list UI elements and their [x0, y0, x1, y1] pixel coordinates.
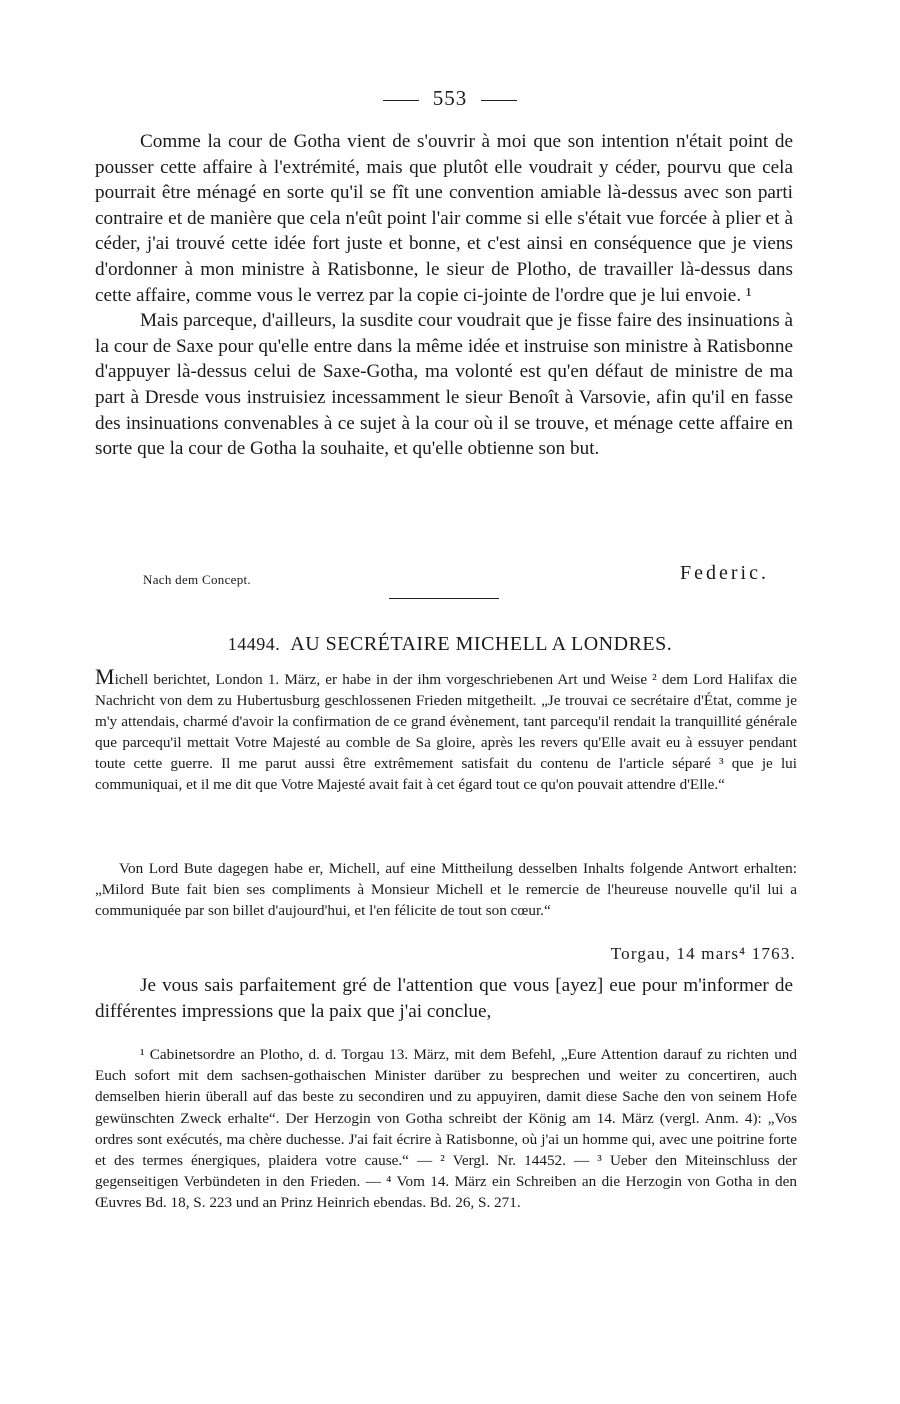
summary-block-2 [95, 858, 797, 921]
body-paragraph-2: Mais parceque, d'ailleurs, la susdite cour voudrait que je fisse faire des insinuations à la cour de Saxe pour qu'elle entre dans la même idée et instruise son ministre à Ratisbonne d'appuyer là-dessus celui de Saxe-Gotha, ma volonté est qu'en défaut de ministre de ma part à Dresde vous instruisiez incessamment le sieur Benoît à Varsovie, afin qu'il en fasse des insinuations convenables à ce sujet à la cour où il se trouve, et ménage cette affaire en sorte que la cour de Gotha la souhaite, et qu'elle obtienne son but. [95, 310, 793, 460]
page-number-text: 553 [432, 86, 468, 110]
letter-body [95, 973, 793, 1024]
footnote-text: ¹ Cabinetsordre an Plotho, d. d. Torgau 13. März, mit dem Befehl, „Eure Attention darauf zu richten und Euch sofort mit dem sachsen-gothaischen Minister darüber zu besprechen und weiter zu concertiren, auch demselben hierin überall auf das beste zu secondiren und zu appuyiren, damit diese Sache den von seinem Hofe gewünschten Zweck erhalte“. Der Herzogin von Gotha schreibt der König am 14. März (vergl. Anm. 4): „Vos ordres sont exécutés, ma chère duchesse. J'ai fait écrire à Ratisbonne, où j'ai un homme qui, avec une poitrine forte et des termes énergiques, plaidera votre cause.“ — ² Vergl. Nr. 14452. — ³ Ueber den Miteinschluss der gegenseitigen Verbündeten in den Frieden. — ⁴ Vom 14. März ein Schreiben an die Herzogin von Gotha in den Œuvres Bd. 18, S. 223 und an Prinz Heinrich ebendas. Bd. 26, S. 271. [95, 1046, 797, 1212]
letter-paragraph-1: Je vous sais parfaitement gré de l'attention que vous [ayez] eue pour m'informer de différentes impressions que la paix que j'ai conclue, [95, 975, 793, 1022]
section-divider [389, 598, 499, 599]
summary-paragraph-1 [95, 666, 797, 795]
summary-paragraph-1-text: ichell berichtet, London 1. März, er habe in der ihm vorgeschriebenen Art und Weise ² dem Lord Halifax die Nachricht von dem zu Hubertusburg geschlossenen Frieden mitgetheilt. „Je trouvai ce secrétaire d'État, comme je m'y attendais, charmé d'avoir la confirmation de ce grand évènement, tant parcequ'il rendait la tranquillité générale que parcequ'il mettait Votre Majesté au comble de Sa gloire, après les revers qu'Elle avait eu à essuyer pendant toute cette guerre. Il me parut aussi être extrêmement satisfait du contenu de l'article séparé ³ que je lui communiquai, et il me dit que Votre Majesté avait fait à cet égard tout ce qu'on pouvait attendre d'Elle.“ [95, 671, 797, 793]
summary-paragraph-2: Von Lord Bute dagegen habe er, Michell, auf eine Mittheilung desselben Inhalts folgende Antwort erhalten: „Milord Bute fait bien ses compliments à Monsieur Michell et le remercie de l'heureuse nouvelle qu'il lui a communiquée par son billet d'aujourd'hui, et l'en félicite de tout son cœur.“ [95, 860, 797, 919]
source-note: Nach dem Concept. [143, 572, 251, 587]
footnotes [95, 1044, 797, 1214]
signature: Federic. [680, 562, 769, 584]
summary-initial: M [95, 664, 115, 689]
letter-heading [0, 633, 900, 656]
letter-number: 14494. [227, 634, 281, 654]
summary-block [95, 666, 797, 795]
page-number-rule-right [481, 100, 517, 101]
letter-title: AU SECRÉTAIRE MICHELL A LONDRES. [290, 633, 673, 655]
page-number-rule-left [383, 100, 419, 101]
letter-body-continued [95, 129, 793, 462]
page-number [0, 86, 900, 111]
body-paragraph-1: Comme la cour de Gotha vient de s'ouvrir à moi que son intention n'était point de pousser cette affaire à l'extrémité, mais que plutôt elle voudrait y céder, pourvu que cela pourrait être ménagé en sorte qu'il se fît une convention amiable là-dessus avec son parti contraire et de manière que cela n'eût point l'air comme si elle s'était vue forcée à plier et à céder, j'ai trouvé cette idée fort juste et bonne, et c'est ainsi en conséquence que je viens d'ordonner à mon ministre à Ratisbonne, le sieur de Plotho, de travailler là-dessus dans cette affaire, comme vous le verrez par la copie ci-jointe de l'ordre que je lui envoie. ¹ [95, 131, 793, 306]
dateline: Torgau, 14 mars⁴ 1763. [610, 944, 796, 963]
